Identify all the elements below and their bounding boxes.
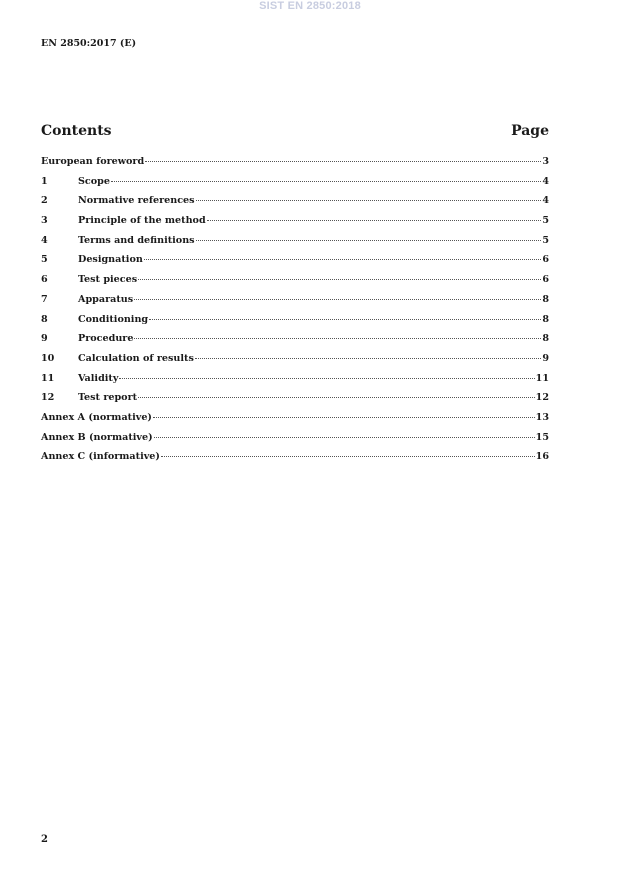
toc-entry-number: 3: [41, 215, 48, 227]
toc-leader: [134, 299, 541, 300]
toc-entry-page: 15: [535, 431, 549, 443]
toc-entry-page: 11: [535, 372, 549, 384]
toc-leader: [207, 220, 542, 221]
toc-entry-principle[interactable]: [41, 215, 549, 235]
toc-entry-page: 13: [535, 411, 549, 423]
watermark: SIST EN 2850:2018: [259, 0, 361, 12]
toc-entry-number: 11: [41, 372, 55, 384]
toc-entry-page: 8: [542, 313, 549, 325]
toc-entry-terms[interactable]: [41, 235, 549, 255]
toc-entry-title: Scope: [78, 175, 110, 187]
toc-entry-page: 6: [542, 274, 549, 286]
toc-entry-title: Terms and definitions: [78, 234, 195, 246]
toc-entry-procedure[interactable]: [41, 333, 549, 353]
toc-entry-title: Calculation of results: [78, 352, 194, 364]
toc-entry-title: Designation: [78, 254, 143, 266]
toc-entry-scope[interactable]: [41, 176, 549, 196]
toc-entry-title: Principle of the method: [78, 215, 206, 227]
page-number: 2: [41, 834, 48, 845]
toc-leader: [134, 338, 541, 339]
toc-entry-number: 4: [41, 234, 48, 246]
toc-entry-test-report[interactable]: [41, 392, 549, 412]
toc-leader: [144, 259, 541, 260]
toc-entry-page: 4: [542, 195, 549, 207]
toc-entry-number: 6: [41, 274, 48, 286]
toc-entry-number: 12: [41, 392, 55, 404]
toc-entry-title: Normative references: [78, 195, 195, 207]
toc-entry-designation[interactable]: [41, 254, 549, 274]
toc-entry-normative-references[interactable]: [41, 195, 549, 215]
toc-entry-annex-c[interactable]: [41, 451, 549, 471]
toc-leader: [153, 417, 535, 418]
toc-entry-apparatus[interactable]: [41, 294, 549, 314]
toc-entry-calculation[interactable]: [41, 353, 549, 373]
toc-leader: [119, 378, 534, 379]
toc-entry-title: Test report: [78, 392, 138, 404]
toc-entry-page: 8: [542, 333, 549, 345]
contents-title: Contents: [41, 123, 112, 139]
toc-entry-number: 1: [41, 175, 48, 187]
toc-entry-validity[interactable]: [41, 373, 549, 393]
toc-entry-number: 9: [41, 333, 48, 345]
toc-entry-annex-b[interactable]: [41, 432, 549, 452]
toc-entry-title: Validity: [78, 372, 119, 384]
toc-entry-conditioning[interactable]: [41, 314, 549, 334]
toc-entry-page: 12: [535, 392, 549, 404]
toc-entry-title: Test pieces: [78, 274, 138, 286]
toc-entry-title: Annex A (normative): [41, 411, 152, 423]
toc-leader: [161, 456, 535, 457]
toc-entry-title: Annex B (normative): [41, 431, 153, 443]
toc-entry-european-foreword[interactable]: [41, 156, 549, 176]
toc-entry-page: 8: [542, 293, 549, 305]
toc-entry-title: Annex C (informative): [41, 451, 160, 463]
toc-entry-annex-a[interactable]: [41, 412, 549, 432]
page-column-title: Page: [511, 123, 549, 139]
toc-entry-title: Procedure: [78, 333, 134, 345]
toc-leader: [145, 161, 541, 162]
toc-leader: [195, 358, 541, 359]
toc-leader: [149, 319, 541, 320]
toc-leader: [154, 437, 535, 438]
toc-entry-test-pieces[interactable]: [41, 274, 549, 294]
toc-entry-page: 9: [542, 352, 549, 364]
toc-entry-number: 7: [41, 293, 48, 305]
document-id: EN 2850:2017 (E): [41, 38, 137, 49]
toc-leader: [138, 397, 535, 398]
toc-entry-page: 3: [542, 156, 549, 167]
toc-leader: [196, 240, 542, 241]
toc-entry-number: 8: [41, 313, 48, 325]
toc-leader: [111, 181, 541, 182]
toc-entry-page: 4: [542, 175, 549, 187]
toc-entry-title: European foreword: [41, 156, 145, 167]
toc-entry-number: 2: [41, 195, 48, 207]
toc-entry-page: 6: [542, 254, 549, 266]
toc-entry-page: 5: [542, 215, 549, 227]
toc-leader: [138, 279, 541, 280]
toc-entry-page: 16: [535, 451, 549, 463]
toc-leader: [196, 200, 542, 201]
toc-entry-page: 5: [542, 234, 549, 246]
toc-entry-number: 5: [41, 254, 48, 266]
toc-heading: [41, 123, 549, 139]
table-of-contents: [41, 156, 549, 471]
toc-entry-number: 10: [41, 352, 55, 364]
toc-entry-title: Apparatus: [78, 293, 134, 305]
toc-entry-title: Conditioning: [78, 313, 149, 325]
